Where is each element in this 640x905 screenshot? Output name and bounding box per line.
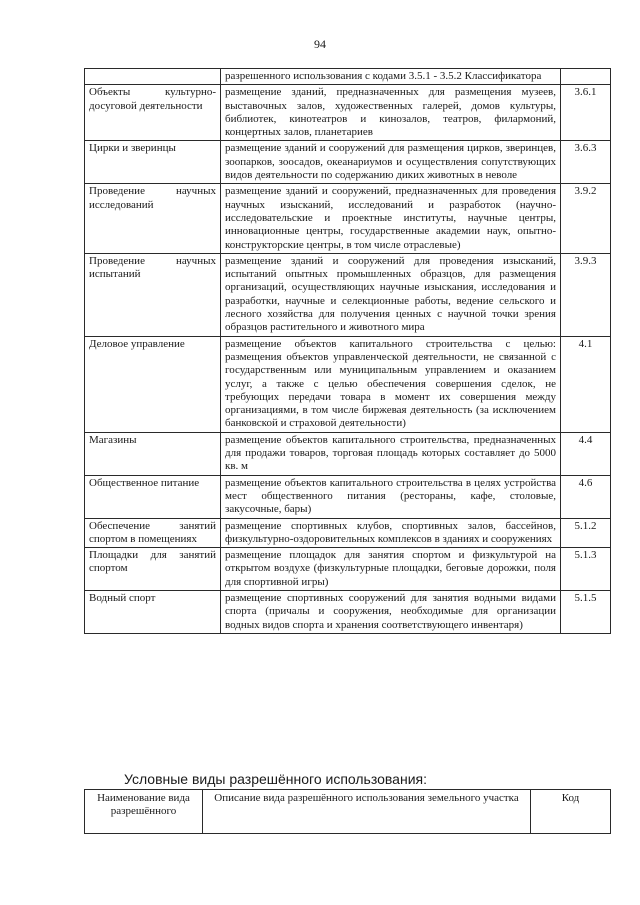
table-row	[85, 548, 611, 591]
table-row	[85, 85, 611, 141]
use-description: размещение объектов капитального строительства, предназначенных для продажи товаров, торговая площадь которых составляет до 5000 кв. м	[221, 432, 561, 475]
use-code: 4.4	[561, 432, 611, 475]
use-code: 5.1.5	[561, 590, 611, 633]
use-description: размещение зданий и сооружений, предназначенных для проведения научных изысканий, исследований и разработок (научно-исследовательские и проектные институты, научные центры, инновационные центры, государственные академии наук, опытно-конструкторские центры, в том числе отраслевые)	[221, 184, 561, 253]
use-name	[85, 69, 221, 85]
use-name: Деловое управление	[85, 336, 221, 432]
column-header-code: Код	[531, 790, 611, 834]
use-code: 5.1.2	[561, 518, 611, 548]
table-row	[85, 432, 611, 475]
page-number: 94	[314, 37, 326, 51]
use-description: размещение объектов капитального строительства с целью: размещения объектов управленческой деятельности, не связанной с государственным или муниципальным управлением и оказанием услуг, а также с целью обеспечения совершения сделок, не требующих передачи товара в момент их совершения между организациями, в том числе биржевая деятельность (за исключением банковской и страховой деятельности)	[221, 336, 561, 432]
table-row	[85, 253, 611, 336]
use-description: размещение зданий, предназначенных для размещения музеев, выставочных залов, художественных галерей, домов культуры, библиотек, кинотеатров и кинозалов, театров, филармоний, концертных залов, планетариев	[221, 85, 561, 141]
use-name: Магазины	[85, 432, 221, 475]
use-code: 3.6.3	[561, 141, 611, 184]
use-description: размещение объектов капитального строительства в целях устройства мест общественного питания (рестораны, кафе, столовые, закусочные, бары)	[221, 475, 561, 518]
use-code: 5.1.3	[561, 548, 611, 591]
use-description: размещение зданий и сооружений для размещения цирков, зверинцев, зоопарков, зоосадов, океанариумов и осуществления сопутствующих видов деятельности по содержанию диких животных в неволе	[221, 141, 561, 184]
use-description: разрешенного использования с кодами 3.5.1 - 3.5.2 Классификатора	[221, 69, 561, 85]
use-code: 3.9.3	[561, 253, 611, 336]
use-description: размещение площадок для занятия спортом и физкультурой на открытом воздухе (физкультурные площадки, беговые дорожки, поля для спортивной игры)	[221, 548, 561, 591]
use-name: Проведение научных исследований	[85, 184, 221, 253]
section-heading: Условные виды разрешённого использования:	[124, 771, 427, 787]
column-header-description: Описание вида разрешённого использования земельного участка	[203, 790, 531, 834]
conditional-uses-table	[84, 789, 611, 834]
table-row	[85, 69, 611, 85]
use-code	[561, 69, 611, 85]
use-code: 3.9.2	[561, 184, 611, 253]
table-row	[85, 590, 611, 633]
table-header-row	[85, 790, 611, 834]
use-description: размещение спортивных сооружений для занятия водными видами спорта (причалы и сооружения, необходимые для организации водных видов спорта и хранения соответствующего инвентаря)	[221, 590, 561, 633]
table-row	[85, 141, 611, 184]
use-code: 3.6.1	[561, 85, 611, 141]
use-name: Общественное питание	[85, 475, 221, 518]
permitted-uses-table	[84, 68, 611, 634]
table-row	[85, 184, 611, 253]
use-name: Обеспечение занятий спортом в помещениях	[85, 518, 221, 548]
table-row	[85, 475, 611, 518]
use-name: Проведение научных испытаний	[85, 253, 221, 336]
use-name: Водный спорт	[85, 590, 221, 633]
table-row	[85, 518, 611, 548]
use-description: размещение зданий и сооружений для проведения изысканий, испытаний опытных промышленных образцов, для размещения организаций, осуществляющих научные изыскания, исследования и разработки, научные и селекционные работы, ведение сельского и лесного хозяйства для получения ценных с научной точки зрения образцов растительного и животного мира	[221, 253, 561, 336]
table-row	[85, 336, 611, 432]
column-header-name: Наименование вида разрешённого	[85, 790, 203, 834]
use-name: Цирки и зверинцы	[85, 141, 221, 184]
use-name: Объекты культурно-досуговой деятельности	[85, 85, 221, 141]
use-code: 4.1	[561, 336, 611, 432]
use-code: 4.6	[561, 475, 611, 518]
use-name: Площадки для занятий спортом	[85, 548, 221, 591]
use-description: размещение спортивных клубов, спортивных залов, бассейнов, физкультурно-оздоровительных комплексов в зданиях и сооружениях	[221, 518, 561, 548]
